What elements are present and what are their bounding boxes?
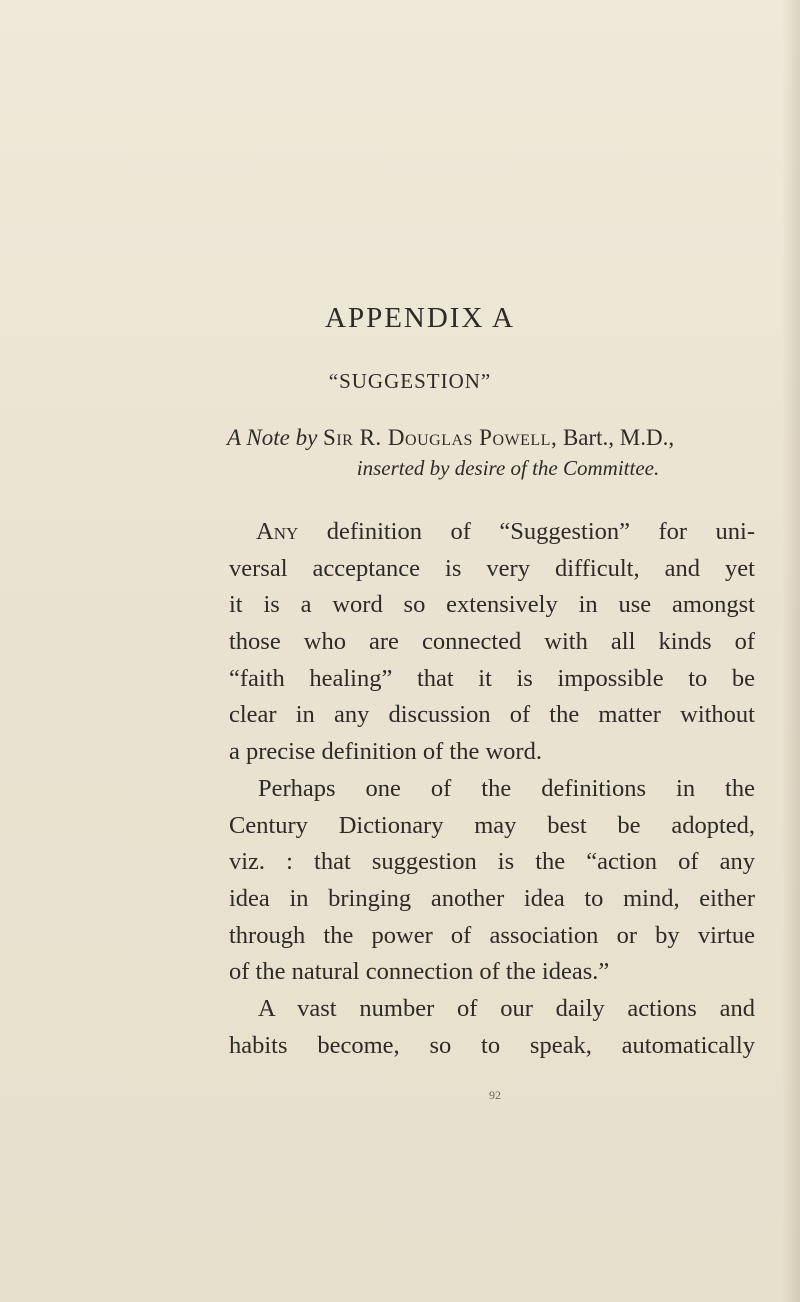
paragraph-line: of the natural connection of the ideas.” xyxy=(229,958,610,986)
paragraph-2 xyxy=(229,771,755,991)
byline-note-prefix: A Note by xyxy=(227,425,318,450)
lead-word: Any xyxy=(256,518,299,545)
byline xyxy=(227,425,787,451)
byline-credentials: Bart., M.D., xyxy=(562,425,675,450)
paragraph-line: A vast number of our daily actions and xyxy=(258,995,755,1022)
paragraph-line: habits become, so to speak, automatically xyxy=(229,1031,755,1059)
paragraph-line: clear in any discussion of the matter without xyxy=(229,701,755,729)
paragraph-line: “faith healing” that it is impossible to be xyxy=(229,664,755,692)
paragraph-line: through the power of association or by virtue xyxy=(229,921,755,949)
paragraph-line: versal acceptance is very difficult, and yet xyxy=(229,554,755,582)
section-title: “SUGGESTION” xyxy=(328,369,492,393)
paragraph-line: Any definition of “Suggestion” for uni- xyxy=(256,518,755,545)
paragraph-line: Perhaps one of the definitions in the xyxy=(258,775,755,802)
appendix-heading: APPENDIX A xyxy=(325,302,515,334)
paragraph-line: those who are connected with all kinds of xyxy=(229,628,755,656)
byline-second-line: inserted by desire of the Committee. xyxy=(356,456,660,480)
byline-author: Sir R. Douglas Powell, xyxy=(323,425,558,450)
paragraph-line: idea in bringing another idea to mind, either xyxy=(229,885,755,913)
paragraph-line: it is a word so extensively in use amongst xyxy=(229,591,755,619)
paragraph-line: Century Dictionary may best be adopted, xyxy=(229,811,755,839)
page-edge-shadow xyxy=(782,0,800,1302)
page-number: 92 xyxy=(489,1088,501,1102)
paragraph-1 xyxy=(229,514,755,771)
paragraph-3 xyxy=(229,991,755,1064)
paragraph-line: a precise definition of the word. xyxy=(229,738,542,766)
paragraph-line: viz. : that suggestion is the “action of any xyxy=(229,848,755,876)
